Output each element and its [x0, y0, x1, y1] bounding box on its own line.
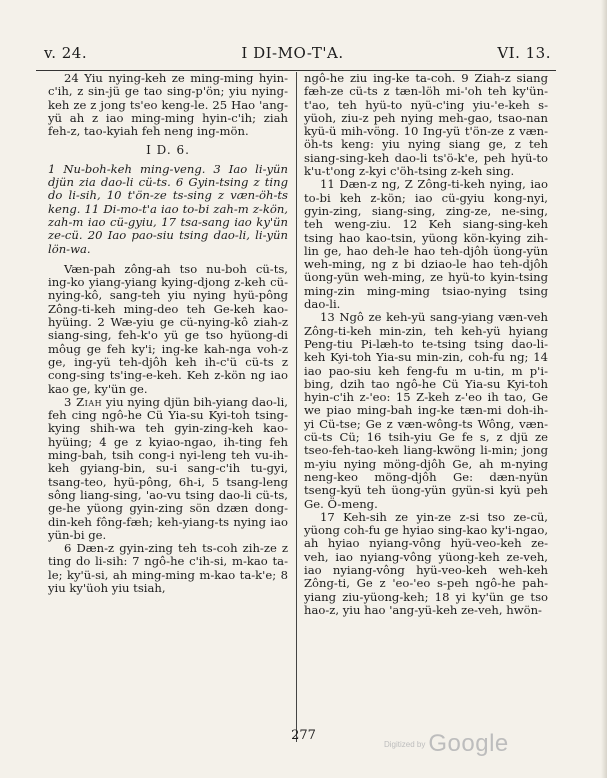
header-verse-right: VI. 13.: [497, 44, 551, 62]
paragraph: 17 Keh-sih ze yin-ze z-si tso ze-cü, yüong coh-fu ge hyiao sing-kao ky'i-ngao, ah hyiao nyiang-vông hyü-veo-keh ze-veh, iao nyiang-vông yüong-keh ze-veh, iao nyiang-vông hyü-veo-keh weh-keh Zông-ti, Ge z 'eo-'eo s-peh ngô-he pah-yiang ziu-yüong-keh; 18 yi ky'ün ge tso hao-z, yiu hao 'ang-yü-keh ze-veh, hwön-: [304, 509, 548, 617]
paragraph: ngô-he ziu ing-ke ta-coh. 9 Ziah-z siang fæh-ze cü-ts z tæn-löh mi-'oh teh ky'ün-t'ao, teh hyü-to nyü-c'ing yiu-'e-keh s-yüoh, ziu-z peh nying meh-gao, tsao-nan kyü-ü mih-vöng. 10 Ing-yü t'ön-ze z væn-öh-ts keng: yiu nying siang ge, z teh siang-sing-keh dao-li ts'ö-k'e, peh hyü-to k'u-t'ong z-kyi c'öh-tsing z-keh sing.: [304, 71, 548, 179]
paragraph: 6 Dæn-z gyin-zing teh ts-coh zih-ze z ting do li-sih: 7 ngô-he c'ih-si, m-kao ta-le; ky'ü-si, ah ming-ming m-kao ta-k'e; 8 yiu ky'üoh yiu tsiah,: [48, 541, 288, 595]
paragraph: 24 Yiu nying-keh ze ming-ming hyin-c'ih, z sin-jü ge tao sing-p'ön; yiu nying-keh ze z jong ts'eo keng-le. 25 Hao 'ang-yü ah z iao ming-ming hyin-c'ih; ziah feh-z, tao-kyiah feh neng ing-mön.: [48, 71, 288, 139]
chapter-summary: 1 Nu-boh-keh ming-veng. 3 Iao li-yün djün zia dao-li cü-ts. 6 Gyin-tsing z ting do li-sih, 10 t'ön-ze ts-sing z væn-öh-ts keng. 11 Di-mo-t'a iao to-bi zah-m z-kön, zah-m iao cü-gyiu, 17 tsa-sang iao ky'ün ze-cü. 20 Iao pao-siu tsing dao-li, li-yün lön-wa.: [48, 161, 288, 256]
paragraph-text: yiu nying djün bih-yiang dao-li, feh cing ngô-he Cü Yia-su Kyi-toh tsing-kying shih-wa teh gyin-zing-keh kao-hyüing; 4 ge z kyiao-ngao, ih-ting feh ming-bah, tsih cong-i nyi-leng teh vu-ih-keh gyiang-bin, su-i sang-c'ih tu-gyi, tsang-teo, hyü-pông, 6h-i, 5 tsang-leng sông liang-sing, 'ao-vu tsing dao-li cü-ts, ge-he yüong gyin-zing sön dzæn dong-din-keh fông-fæh; keh-yiang-ts nying iao yün-bi ge.: [48, 394, 288, 542]
paragraph-lead: 3 Ziah: [64, 394, 103, 409]
paragraph: [48, 396, 288, 542]
chapter-heading: I D. 6.: [146, 143, 190, 158]
digitized-watermark: [384, 730, 509, 758]
page-number: 277: [291, 728, 316, 743]
column-divider: [296, 72, 297, 742]
running-header: [34, 44, 551, 64]
page-edge-shadow: [601, 0, 607, 778]
paragraph: Væn-pah zông-ah tso nu-boh cü-ts, ing-ko yiang-yiang kying-djong z-keh cü-nying-kô, sang-teh yiu nying hyü-pông Zông-ti-keh ming-deo teh Ge-keh kao-hyüing. 2 Wæ-yiu ge cü-nying-kô ziah-z siang-sing, feh-k'o yü ge tso hyüong-di môug ge feh ky'i; ing-ke kah-nga voh-z ge, ing-yü teh-djôh keh ih-c'ü cü-ts z cong-sing ts'ing-e-keh. Keh z-kön ng iao kao ge, ky'ün ge.: [48, 261, 288, 396]
header-book-title: I DI-MO-T'A.: [241, 44, 344, 62]
right-column: [304, 72, 548, 617]
paragraph: 11 Dæn-z ng, Z Zông-ti-keh nying, iao to-bi keh z-kön; iao cü-gyiu kong-nyi, gyin-zing, siang-sing, zing-ze, ne-sing, teh weng-ziu. 12 Keh siang-sing-keh tsing hao kao-tsin, yüong kön-kying zih-lin ge, hao deh-le hao teh-djôh üong-yün weh-ming, ng z bi dziao-le hao teh-djôh üong-yün weh-ming, ze hyü-to kyin-tsing ming-zin ming-ming tsiao-nying tsing dao-li.: [304, 177, 548, 312]
left-column: [48, 72, 288, 595]
paragraph: 13 Ngô ze keh-yü sang-yiang væn-veh Zông-ti-keh min-zin, teh keh-yü hyiang Peng-tiu Pi-læh-to te-tsing tsing dao-li-keh Kyi-toh Yia-su min-zin, coh-fu ng; 14 iao pao-siu keh feng-fu m u-tin, m p'i-bing, dzih tao ngô-he Cü Yia-su Kyi-toh hyin-c'ih z-'eo: 15 Z-keh z-'eo ih tao, Ge we piao ming-bah ing-ke tæn-mi doh-ih-yi Cü-tse; Ge z væn-wông-ts Wông, væn-cü-ts Cü; 16 tsih-yiu Ge fe s, z djü ze tseo-feh-tao-keh liang-kwöng li-min; jong m-yiu nying möng-djôh Ge, ah m-nying neng-keo möng-djôh Ge: dæn-nyün tseng-kyü teh üong-yün gyün-si kyü peh Ge. Ö-meng.: [304, 310, 548, 511]
google-logo: Google: [428, 730, 509, 757]
header-verse-left: v. 24.: [44, 44, 88, 62]
digitized-by-label: Digitized by: [384, 739, 426, 749]
